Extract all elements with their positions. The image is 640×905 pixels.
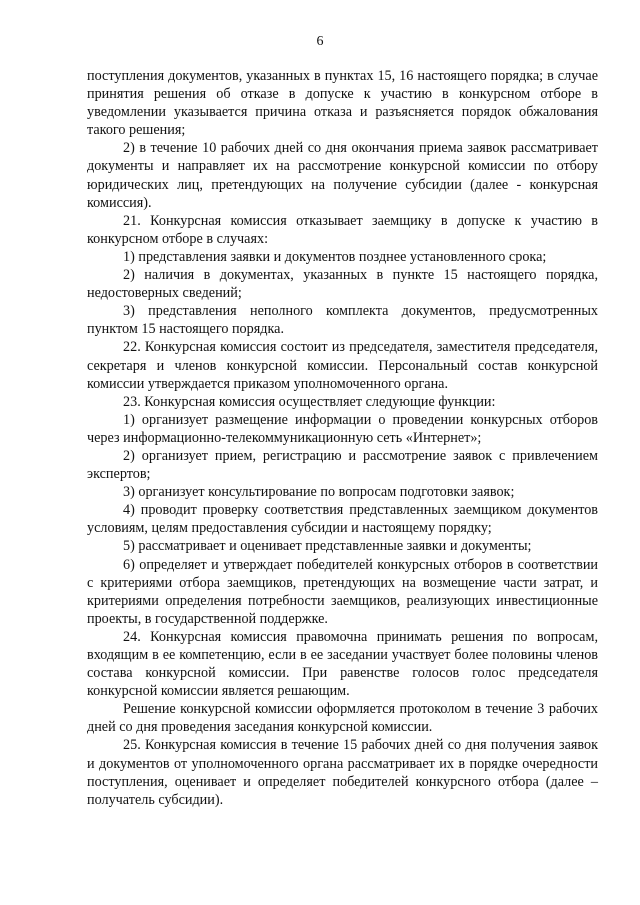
paragraph-clause-21-item-2: 2) наличия в документах, указанных в пункте 15 настоящего порядка, недостоверных сведений; [87, 267, 598, 302]
paragraph-clause-24: 24. Конкурсная комиссия правомочна принимать решения по вопросам, входящим в ее компетенцию, если в ее заседании участвует более половины членов состава конкурсной комиссии. При равенстве голосов голос председателя конкурсной комиссии является решающим. [87, 628, 598, 700]
paragraph-continuation: поступления документов, указанных в пунктах 15, 16 настоящего порядка; в случае принятия решения об отказе в допуске к участию в конкурсном отборе в уведомлении указывается причина отказа и разъясняется порядок обжалования такого решения; [87, 68, 598, 139]
document-body [87, 67, 598, 809]
paragraph-clause-23-item-4: 4) проводит проверку соответствия представленных заемщиком документов условиям, целям предоставления субсидии и настоящему порядку; [87, 502, 598, 537]
paragraph-clause-23: 23. Конкурсная комиссия осуществляет следующие функции: [123, 393, 496, 410]
paragraph-clause-21-item-3: 3) представления неполного комплекта документов, предусмотренных пунктом 15 настоящего порядка. [87, 303, 598, 338]
paragraph-clause-23-item-2: 2) организует прием, регистрацию и рассмотрение заявок с привлечением экспертов; [87, 447, 598, 483]
paragraph-clause-21: 21. Конкурсная комиссия отказывает заемщику в допуске к участию в конкурсном отборе в случаях: [87, 212, 598, 247]
paragraph-clause-23-item-5: 5) рассматривает и оценивает представленные заявки и документы; [123, 538, 532, 555]
paragraph-clause-21-item-1: 1) представления заявки и документов позднее установленного срока; [123, 248, 547, 265]
paragraph-clause-24-decision: Решение конкурсной комиссии оформляется протоколом в течение 3 рабочих дней со дня проведения заседания конкурсной комиссии. [87, 701, 598, 736]
paragraph-clause-23-item-3: 3) организует консультирование по вопросам подготовки заявок; [123, 484, 515, 501]
paragraph-clause-23-item-6: 6) определяет и утверждает победителей конкурсных отборов в соответствии с критериями отбора заемщиков, претендующих на возмещение части затрат, и критериями определения потребности заемщиков, реализующих инвестиционные проекты, в государственной поддержке. [87, 556, 598, 627]
paragraph-clause-22: 22. Конкурсная комиссия состоит из председателя, заместителя председателя, секретаря и членов конкурсной комиссии. Персональный состав конкурсной комиссии утверждается приказом уполномоченного органа. [87, 339, 598, 392]
paragraph-clause-25: 25. Конкурсная комиссия в течение 15 рабочих дней со дня получения заявок и документов от уполномоченного органа рассматривает их в порядке очередности поступления, оценивает и определяет победителей конкурсного отбора (далее – получатель субсидии). [87, 737, 598, 808]
paragraph-item-2-review: 2) в течение 10 рабочих дней со дня окончания приема заявок рассматривает документы и направляет их на рассмотрение конкурсной комиссии по отбору юридических лиц, претендующих на получение субсидии (далее - конкурсная комиссия). [87, 140, 598, 211]
paragraph-clause-23-item-1: 1) организует размещение информации о проведении конкурсных отборов через информационно-телекоммуникационную сеть «Интернет»; [87, 411, 598, 446]
page-number: 6 [316, 34, 324, 49]
